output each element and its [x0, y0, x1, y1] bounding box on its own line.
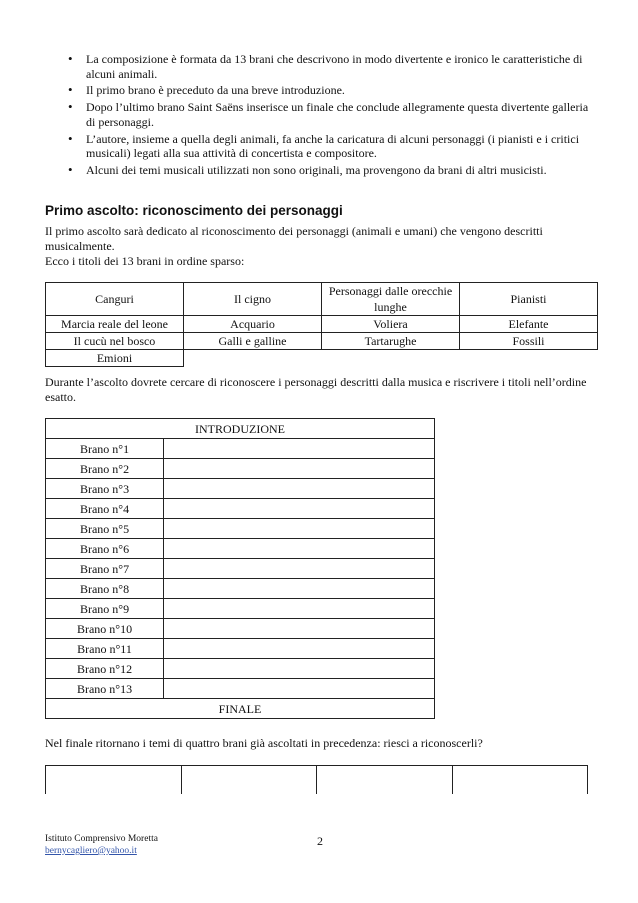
table-cell: Voliera	[322, 316, 460, 333]
brano-answer-cell[interactable]	[164, 479, 435, 499]
table-row	[46, 679, 435, 699]
brano-label: Brano n°6	[46, 539, 164, 559]
table-cell: Marcia reale del leone	[46, 316, 184, 333]
table-row	[46, 283, 598, 316]
brano-label: Brano n°12	[46, 659, 164, 679]
table-row	[46, 539, 435, 559]
table-row	[46, 459, 435, 479]
answer-cell[interactable]	[317, 766, 453, 795]
footer	[45, 833, 158, 857]
table-row	[46, 599, 435, 619]
table-row	[46, 559, 435, 579]
table-row	[46, 659, 435, 679]
table-row	[46, 499, 435, 519]
school-name: Istituto Comprensivo Moretta	[45, 834, 158, 844]
brano-answer-cell[interactable]	[164, 599, 435, 619]
table-cell: Pianisti	[460, 283, 598, 316]
bullet-item: • L’autore, insieme a quella degli animali, fa anche la caricatura di alcuni personaggi (i pianisti e i critici musicali) legati alla sua attività di concertista e compositore.	[50, 132, 595, 161]
brano-answer-cell[interactable]	[164, 639, 435, 659]
bullet-item: • La composizione è formata da 13 brani che descrivono in modo divertente e ironico le caratteristiche di alcuni animali.	[50, 52, 595, 81]
brano-answer-cell[interactable]	[164, 659, 435, 679]
table-row	[46, 333, 598, 350]
finale-header: FINALE	[46, 699, 435, 719]
section-intro: Il primo ascolto sarà dedicato al riconoscimento dei personaggi (animali e umani) che vengono descritti musicalmente.	[45, 224, 543, 253]
table-cell: Il cigno	[184, 283, 322, 316]
intro-header: INTRODUZIONE	[46, 419, 435, 439]
table-cell: Canguri	[46, 283, 184, 316]
brano-label: Brano n°3	[46, 479, 164, 499]
table-row	[46, 579, 435, 599]
brano-label: Brano n°4	[46, 499, 164, 519]
email-link[interactable]: bernycagliero@yahoo.it	[45, 846, 137, 856]
page-number: 2	[317, 834, 323, 848]
table-cell-empty	[460, 350, 598, 367]
section-intro-2: Ecco i titoli dei 13 brani in ordine sparso:	[45, 254, 245, 268]
brano-answer-cell[interactable]	[164, 519, 435, 539]
brano-label: Brano n°7	[46, 559, 164, 579]
brano-answer-cell[interactable]	[164, 499, 435, 519]
table-row	[46, 766, 588, 795]
bullet-item: • Dopo l’ultimo brano Saint Saëns inserisce un finale che conclude allegramente questa divertente galleria di personaggi.	[50, 100, 595, 129]
brano-answer-cell[interactable]	[164, 579, 435, 599]
table-cell: Emioni	[46, 350, 184, 367]
finale-question: Nel finale ritornano i temi di quattro brani già ascoltati in precedenza: riesci a riconoscerli?	[45, 736, 483, 750]
answer-cell[interactable]	[181, 766, 317, 795]
table-row	[46, 639, 435, 659]
bullet-item: • Alcuni dei temi musicali utilizzati non sono originali, ma provengono da brani di altri musicisti.	[50, 163, 595, 178]
table-cell: Fossili	[460, 333, 598, 350]
brano-answer-cell[interactable]	[164, 459, 435, 479]
table-row	[46, 519, 435, 539]
brano-answer-cell[interactable]	[164, 439, 435, 459]
table-row	[46, 439, 435, 459]
instructions: Durante l’ascolto dovrete cercare di riconoscere i personaggi descritti dalla musica e riscrivere i titoli nell’ordine esatto.	[45, 375, 587, 404]
table-row	[46, 316, 598, 333]
table-cell: Personaggi dalle orecchie lunghe	[322, 283, 460, 316]
titles-table	[45, 282, 598, 367]
order-table	[45, 418, 435, 719]
bullet-list	[50, 52, 595, 180]
brano-label: Brano n°5	[46, 519, 164, 539]
section-title: Primo ascolto: riconoscimento dei personaggi	[45, 203, 343, 218]
brano-answer-cell[interactable]	[164, 559, 435, 579]
brano-answer-cell[interactable]	[164, 619, 435, 639]
table-cell-empty	[322, 350, 460, 367]
table-row	[46, 350, 598, 367]
brano-label: Brano n°10	[46, 619, 164, 639]
finale-answer-table	[45, 765, 588, 794]
brano-answer-cell[interactable]	[164, 539, 435, 559]
table-row	[46, 419, 435, 439]
table-row	[46, 699, 435, 719]
answer-cell[interactable]	[452, 766, 588, 795]
table-row	[46, 479, 435, 499]
brano-label: Brano n°2	[46, 459, 164, 479]
brano-label: Brano n°11	[46, 639, 164, 659]
brano-label: Brano n°13	[46, 679, 164, 699]
table-cell: Tartarughe	[322, 333, 460, 350]
table-cell-empty	[184, 350, 322, 367]
brano-answer-cell[interactable]	[164, 679, 435, 699]
table-cell: Elefante	[460, 316, 598, 333]
answer-cell[interactable]	[46, 766, 182, 795]
brano-label: Brano n°1	[46, 439, 164, 459]
brano-label: Brano n°9	[46, 599, 164, 619]
brano-label: Brano n°8	[46, 579, 164, 599]
table-cell: Acquario	[184, 316, 322, 333]
table-cell: Galli e galline	[184, 333, 322, 350]
table-cell: Il cucù nel bosco	[46, 333, 184, 350]
bullet-item: • Il primo brano è preceduto da una breve introduzione.	[50, 83, 595, 98]
table-row	[46, 619, 435, 639]
